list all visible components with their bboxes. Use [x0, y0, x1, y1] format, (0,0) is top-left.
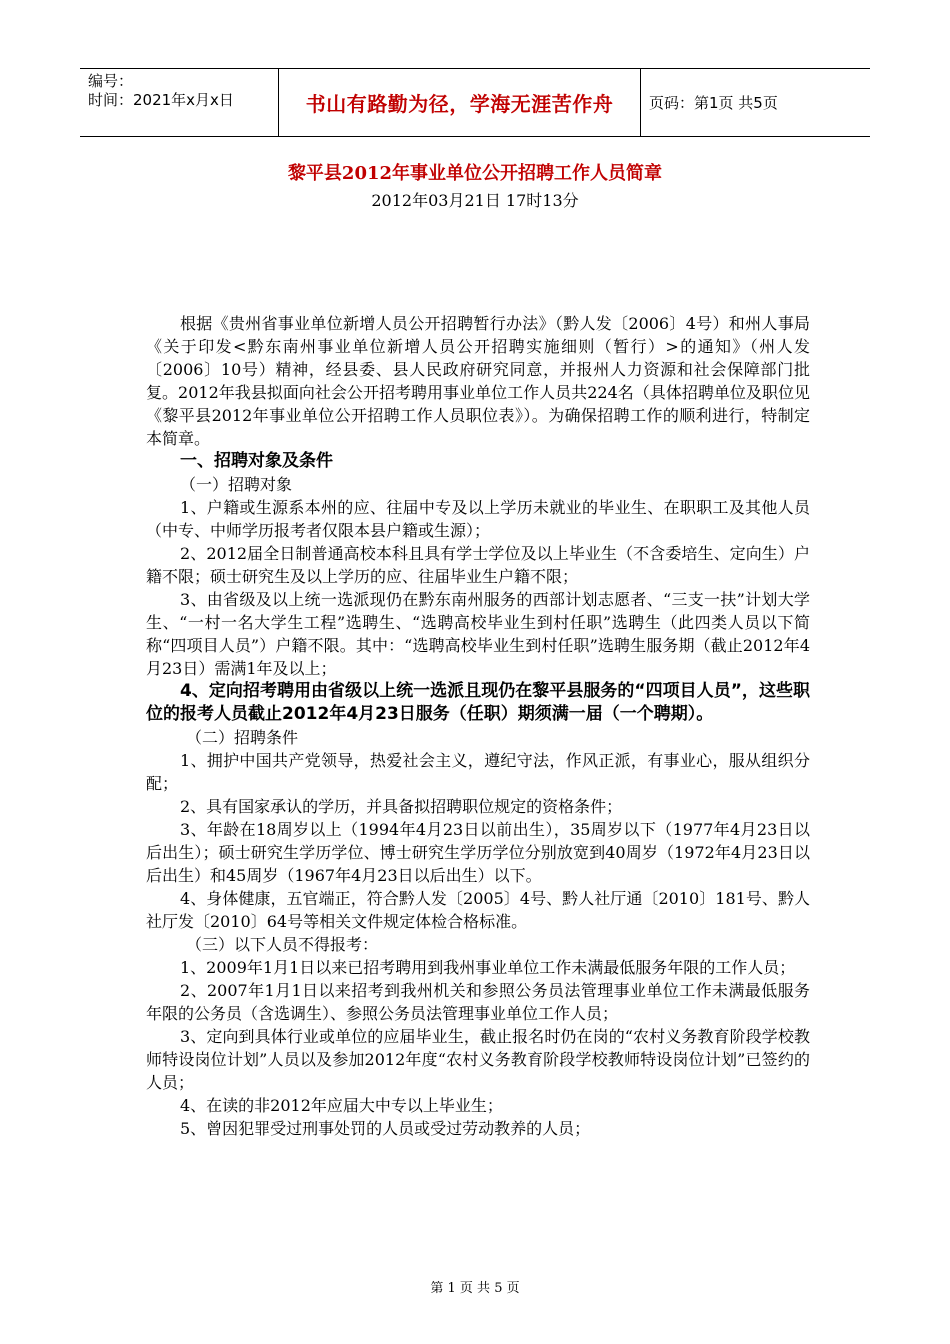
subsection-heading: （一）招聘对象 — [180, 475, 293, 494]
list-item: 3、年龄在18周岁以上（1994年4月23日以前出生），35周岁以下（1977年4月23日以后出生）；硕士研究生学历学位、博士研究生学历学位分别放宽到40周岁（1972年4月23日以后出生）和45周岁（1967年4月23日以后出生）以下。 — [146, 820, 810, 885]
header-page-info: 页码：第1页 共5页 — [640, 69, 870, 136]
header-motto: 书山有路勤为径，学海无涯苦作舟 — [278, 69, 640, 136]
document-date: 2012年03月21日 17时13分 — [371, 191, 579, 210]
document-title: 黎平县2012年事业单位公开招聘工作人员简章 — [287, 163, 663, 184]
list-item: 1、拥护中国共产党领导，热爱社会主义，遵纪守法，作风正派，有事业心，服从组织分配； — [146, 751, 810, 793]
doc-time-label: 时间：2021年x月x日 — [88, 91, 234, 109]
list-item: 2、2007年1月1日以来招考到我州机关和参照公务员法管理事业单位工作未满最低服务年限的公务员（含选调生）、参照公务员法管理事业单位工作人员； — [146, 981, 810, 1023]
document-body — [146, 312, 810, 1140]
header-meta — [80, 69, 278, 136]
list-item: 1、户籍或生源系本州的应、往届中专及以上学历未就业的毕业生、在职职工及其他人员（中专、中师学历报考者仅限本县户籍或生源）； — [146, 498, 810, 540]
subsection-heading: （二）招聘条件 — [186, 728, 299, 747]
list-item: 2、具有国家承认的学历，并具备拟招聘职位规定的资格条件； — [180, 797, 623, 816]
doc-number-label: 编号： — [88, 72, 134, 90]
list-item: 3、定向到具体行业或单位的应届毕业生，截止报名时仍在岗的“农村义务教育阶段学校教师特设岗位计划”人员以及参加2012年度“农村义务教育阶段学校教师特设岗位计划”已签约的人员； — [146, 1027, 810, 1092]
list-item: 2、2012届全日制普通高校本科且具有学士学位及以上毕业生（不含委培生、定向生）户籍不限；硕士研究生及以上学历的应、往届毕业生户籍不限； — [146, 544, 810, 586]
subsection-heading: （三）以下人员不得报考： — [186, 935, 379, 954]
list-item: 1、2009年1月1日以来已招考聘用到我州事业单位工作未满最低服务年限的工作人员； — [180, 958, 796, 977]
list-item: 4、在读的非2012年应届大中专以上毕业生； — [180, 1096, 503, 1115]
list-item: 4、身体健康，五官端正，符合黔人发〔2005〕4号、黔人社厅通〔2010〕181号、黔人社厅发〔2010〕64号等相关文件规定体检合格标准。 — [146, 889, 810, 931]
list-item: 3、由省级及以上统一选派现仍在黔东南州服务的西部计划志愿者、“三支一扶”计划大学生、“一村一名大学生工程”选聘生、“选聘高校毕业生到村任职”选聘生（此四类人员以下简称“四项目人员”）户籍不限。其中：“选聘高校毕业生到村任职”选聘生服务期（截止2012年4月23日）需满1年及以上； — [146, 590, 810, 678]
list-item-emphasis: 4、定向招考聘用由省级以上统一选派且现仍在黎平县服务的“四项目人员”，这些职位的报考人员截止2012年4月23日服务（任职）期须满一届（一个聘期）。 — [146, 681, 810, 724]
section-heading: 一、招聘对象及条件 — [180, 451, 333, 471]
page-header — [80, 68, 870, 137]
list-item: 5、曾因犯罪受过刑事处罚的人员或受过劳动教养的人员； — [180, 1119, 591, 1138]
intro-paragraph: 根据《贵州省事业单位新增人员公开招聘暂行办法》（黔人发〔2006〕4号）和州人事局《关于印发<黔东南州事业单位新增人员公开招聘实施细则（暂行）>的通知》（州人发〔2006〕10号）精神，经县委、县人民政府研究同意，并报州人力资源和社会保障部门批复。2012年我县拟面向社会公开招考聘用事业单位工作人员共224名（具体招聘单位及职位见《黎平县2012年事业单位公开招聘工作人员职位表》）。为确保招聘工作的顺利进行，特制定本简章。 — [146, 314, 810, 448]
page-footer: 第 1 页 共 5 页 — [430, 1281, 520, 1296]
